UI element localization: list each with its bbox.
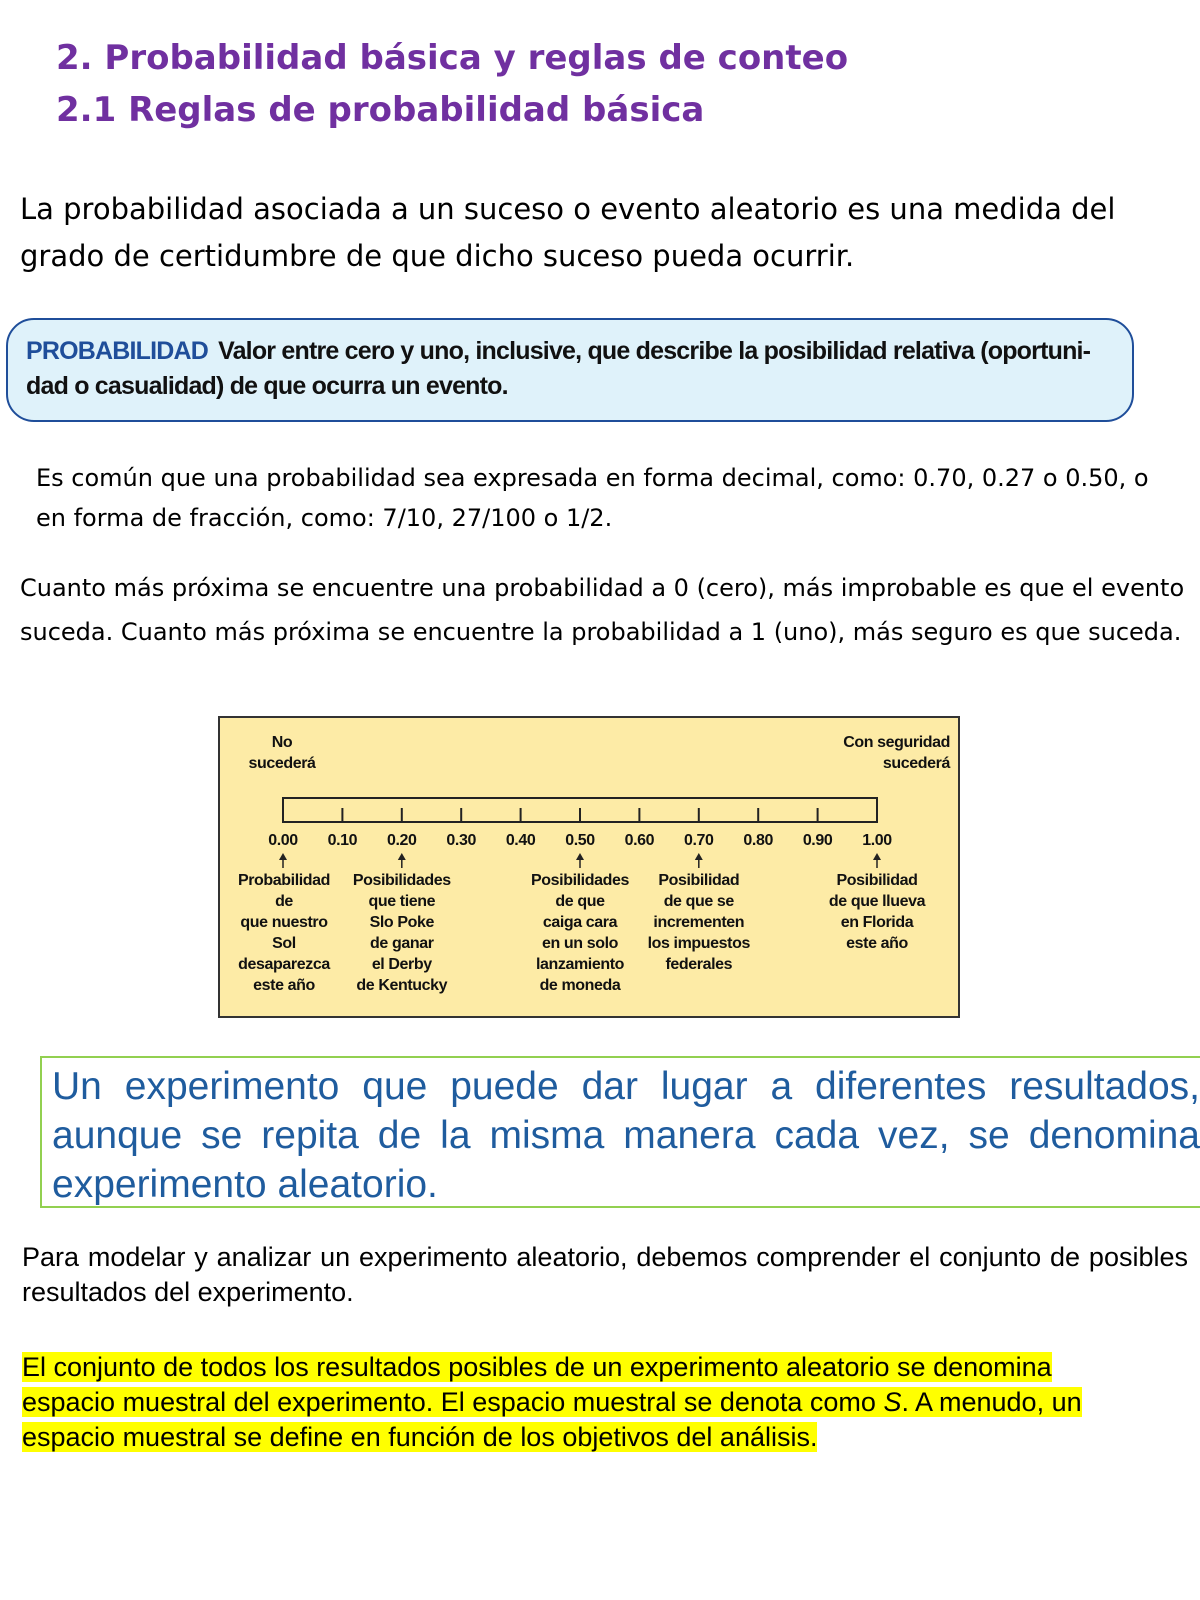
scale-tick-label: 0.60 xyxy=(624,832,655,849)
scale-tick-label: 0.40 xyxy=(505,832,536,849)
definition-term: PROBABILIDAD xyxy=(26,337,209,365)
intro-paragraph: La probabilidad asociada a un suceso o evento aleatorio es una medida del grado de certidumbre de que dicho suceso pueda ocurrir. xyxy=(20,192,1116,273)
scale-left-label: No sucederá xyxy=(248,734,316,772)
scale-tick-label: 0.50 xyxy=(565,832,595,849)
scale-annotation: Probabilidad de que nuestro Sol desaparezca este año xyxy=(237,872,331,994)
scale-annotation: Posibilidad de que se incrementen los impuestos federales xyxy=(647,872,750,973)
scale-tick-label: 0.20 xyxy=(387,832,417,849)
scale-arrow-head xyxy=(695,853,703,860)
probability-scale-figure xyxy=(218,716,960,1018)
scale-tick-label: 0.10 xyxy=(327,832,358,849)
definition-text: Valor entre cero y uno, inclusive, que describe la posibilidad relativa (oportuni-dad o casualidad) de que ocurra un evento. xyxy=(26,337,1091,400)
subsection-title: 2.1 Reglas de probabilidad básica xyxy=(56,90,705,130)
scale-tick-label: 0.30 xyxy=(446,832,476,849)
scale-tick-label: 0.80 xyxy=(743,832,773,849)
scale-annotation: Posibilidad de que llueva en Florida este año xyxy=(828,872,926,952)
section-title: 2. Probabilidad básica y reglas de conteo xyxy=(56,38,849,78)
sample-space-definition xyxy=(22,1350,1132,1455)
scale-annotation: Posibilidades que tiene Slo Poke de ganar el Derby de Kentucky xyxy=(352,872,451,994)
scale-annotation: Posibilidades de que caiga cara en un solo lanzamiento de moneda xyxy=(531,872,629,994)
closeness-paragraph: Cuanto más próxima se encuentre una probabilidad a 0 (cero), más improbable es que el evento suceda. Cuanto más próxima se encuentre la probabilidad a 1 (uno), más seguro es que suceda. xyxy=(20,574,1185,646)
scale-tick-label: 0.90 xyxy=(802,832,833,849)
random-experiment-definition: Un experimento que puede dar lugar a diferentes resultados, aunque se repita de la misma manera cada vez, se denomina experimento aleatorio. xyxy=(40,1056,1200,1208)
scale-right-label: Con seguridad sucederá xyxy=(843,734,950,772)
scale-arrow-head xyxy=(398,853,406,860)
model-paragraph: Para modelar y analizar un experimento aleatorio, debemos comprender el conjunto de posibles resultados del experimento. xyxy=(22,1242,1188,1307)
scale-arrow-head xyxy=(873,853,881,860)
sample-space-text-1: El conjunto de todos los resultados posibles de un experimento aleatorio se denomina espacio muestral del experimento. El espacio muestral se denota como xyxy=(22,1352,1052,1417)
sample-space-text-2: . A menudo, un espacio muestral se define en función de los objetivos del análisis. xyxy=(22,1387,1082,1452)
scale-arrow-head xyxy=(279,853,287,860)
scale-tick-label: 0.00 xyxy=(268,832,298,849)
scale-tick-label: 0.70 xyxy=(684,832,714,849)
scale-arrow-head xyxy=(576,853,584,860)
sample-space-symbol: S xyxy=(883,1387,902,1417)
scale-tick-label: 1.00 xyxy=(862,832,892,849)
probability-definition-box xyxy=(6,318,1134,422)
common-forms-paragraph: Es común que una probabilidad sea expresada en forma decimal, como: 0.70, 0.27 o 0.50, o en forma de fracción, como: 7/10, 27/100 o 1/2. xyxy=(36,464,1149,532)
